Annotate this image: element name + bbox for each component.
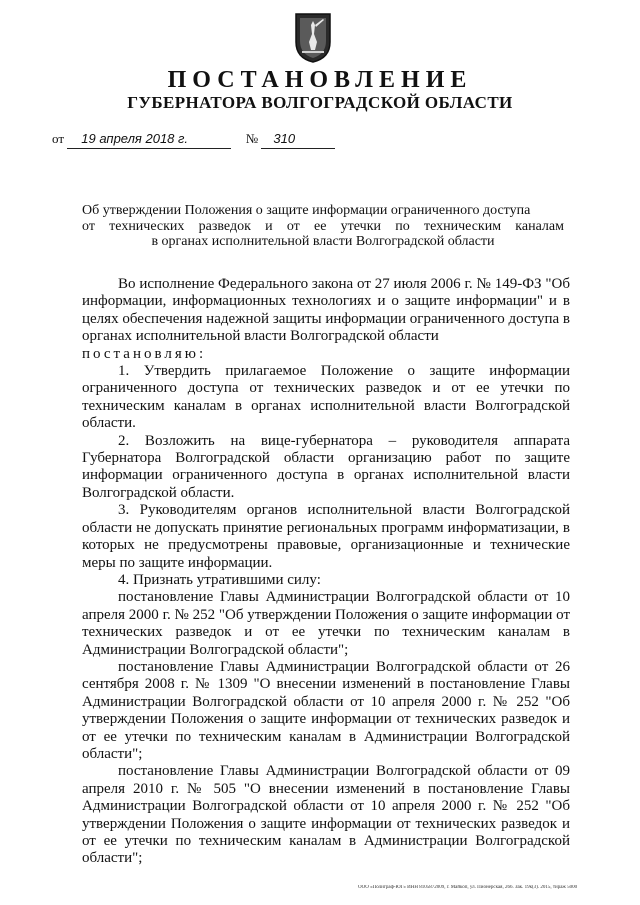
item-4: 4. Признать утратившими силу: [118,571,321,588]
decree-word: постановляю: [82,345,207,362]
document-title: ПОСТАНОВЛЕНИЕ [167,67,473,93]
volgograd-coat-of-arms-icon [294,12,332,64]
document-date: 19 апреля 2018 г. [67,130,231,149]
number-prefix: № [245,131,259,146]
subject-line: Об утверждении Положения о защите информации ограниченного доступа [82,203,531,218]
document-subject [82,203,564,250]
document-number: 310 [261,130,335,149]
item-3: 3. Руководителям органов исполнительной власти Волгоградской области не допускать принятие региональных программ информатизации, в которых не предусмотрены правовые, организационные и технические меры по защите информации. [82,502,570,571]
subject-line: от технических разведок и от ее утечки по техническим каналам [82,218,564,234]
repealed-act-2: постановление Главы Администрации Волгоградской области от 26 сентября 2008 г. № 1309 "О внесении изменений в постановление Главы Администрации Волгоградской области от 10 апреля 2000 г. № 252 "Об утверждении Положения о защите информации от технических разведок и от ее утечки по техническим каналам в Администрации Волгоградской области"; [82,658,570,762]
document-meta [52,130,335,149]
item-1: 1. Утвердить прилагаемое Положение о защите информации ограниченного доступа от технических разведок и от ее утечки по техническим каналам в органах исполнительной власти Волгоградской области. [82,363,570,432]
printer-footer: ООО «Полиграф-ЮГ» ИНН 8105872009, г. Майкоп, ул. Пионерская, 266. Зак. 19к(3). 2015, тираж 5000 [358,885,578,890]
date-prefix: от [52,131,65,146]
repealed-act-1: постановление Главы Администрации Волгоградской области от 10 апреля 2000 г. № 252 "Об утверждении Положения о защите информации от технических разведок и от ее утечки по техническим каналам в Администрации Волгоградской области"; [82,589,570,658]
preamble-paragraph: Во исполнение Федерального закона от 27 июля 2006 г. № 149-ФЗ "Об информации, информационных технологиях и о защите информации" и в целях обеспечения надежной защиты информации ограниченного доступа в органах исполнительной власти Волгоградской области [82,276,570,345]
document-body [82,276,570,868]
subject-line: в органах исполнительной власти Волгоградской области [151,234,495,249]
item-2: 2. Возложить на вице-губернатора – руководителя аппарата Губернатора Волгоградской области организацию работ по защите информации ограниченного доступа в органах исполнительной власти Волгоградской области. [82,432,570,501]
issuer-title: ГУБЕРНАТОРА ВОЛГОГРАДСКОЙ ОБЛАСТИ [127,93,513,112]
repealed-act-3: постановление Главы Администрации Волгоградской области от 09 апреля 2010 г. № 505 "О внесении изменений в постановление Главы Администрации Волгоградской области от 10 апреля 2000 г. № 252 "Об утверждении Положения о защите информации от технических разведок и от ее утечки по техническим каналам в Администрации Волгоградской области"; [82,763,570,867]
